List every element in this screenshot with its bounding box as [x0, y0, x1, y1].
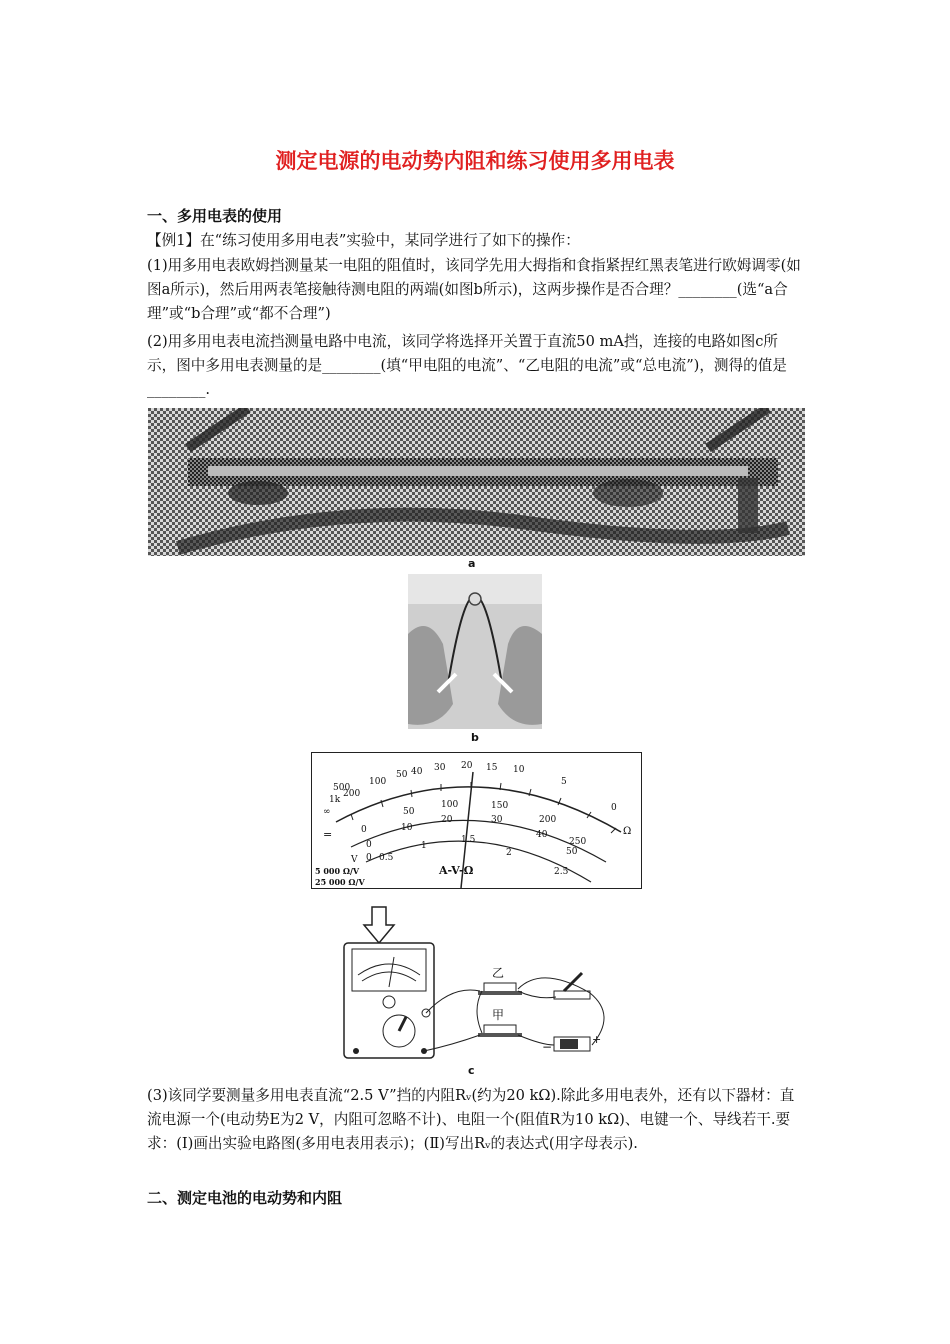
ohm-label: 1k — [329, 795, 341, 805]
figure-a-photo — [148, 408, 805, 556]
question-2: (2)用多用电表电流挡测量电路中电流，该同学将选择开关置于直流50 mA挡，连接的电路如图c所示，图中多用电表测量的是________(填“甲电阻的电流”、“乙电阻的电流”或“总电流”)，测得的值是________. — [147, 333, 787, 398]
v-label: 1.5 — [461, 835, 476, 845]
ohm-label: 50 — [396, 770, 408, 780]
ohm-label: ∞ — [323, 807, 331, 817]
question-3: (3)该同学要测量多用电表直流“2.5 V”挡的内阻Rᵥ(约为20 kΩ).除此多用电表外，还有以下器材：直流电源一个(电动势E为2 V，内阻可忽略不计)、电阻一个(阻值R为10 kΩ)、电键一个、导线若干.要求：(Ⅰ)画出实验电路图(多用电表用表示)；(Ⅱ)写出Rᵥ的表达式(用字母表示). — [147, 1087, 795, 1152]
figure-c-caption: c — [468, 1064, 475, 1077]
section-heading-1: 一、多用电表的使用 — [147, 207, 283, 225]
ohm-label: 100 — [369, 777, 387, 787]
dc-sign: V — [351, 855, 358, 865]
v-label: 0 — [366, 853, 372, 863]
v-label: 0.5 — [379, 853, 394, 863]
mid-label: 30 — [491, 815, 503, 825]
ohm-label: 15 — [486, 763, 498, 773]
ohm-label: 500 — [333, 783, 351, 793]
mid-label: 20 — [441, 815, 453, 825]
figure-c-circuit — [342, 905, 624, 1060]
figure-a-caption: a — [468, 557, 476, 570]
eq-sign: = — [323, 828, 333, 841]
dc-label: 0 — [361, 825, 367, 835]
dc-label: 200 — [539, 815, 557, 825]
unit-label: A-V-Ω — [439, 864, 474, 877]
note-25000: 25 000 Ω/V — [315, 877, 365, 887]
mid-label: 0 — [366, 840, 372, 850]
dc-label: 50 — [403, 807, 415, 817]
ohm-label: 20 — [461, 761, 473, 771]
question-1: (1)用多用电表欧姆挡测量某一电阻的阻值时，该同学先用大拇指和食指紧捏红黑表笔进行欧姆调零(如图a所示)，然后用两表笔接触待测电阻的两端(如图b所示)，这两步操作是否合理？________(选“a合理”或“b合理”或“都不合理”) — [147, 257, 801, 322]
ohm-label: 5 — [561, 777, 567, 787]
battery-plus: + — [592, 1033, 602, 1046]
dc-label: 150 — [491, 801, 509, 811]
figure-b-caption: b — [471, 731, 479, 744]
omega-sign: Ω — [623, 826, 632, 837]
dc-label: 250 — [569, 837, 587, 847]
resistor-yi-label: 乙 — [492, 966, 505, 980]
v-label: 1 — [421, 841, 427, 851]
example-intro: 【例1】在“练习使用多用电表”实验中，某同学进行了如下的操作： — [147, 232, 580, 249]
battery-minus: − — [542, 1040, 553, 1054]
mid-label: 50 — [566, 847, 578, 857]
section-heading-2: 二、测定电池的电动势和内阻 — [147, 1189, 343, 1207]
mid-label: 40 — [536, 830, 548, 840]
page-title: 测定电源的电动势内阻和练习使用多用电表 — [275, 149, 675, 173]
note-5000: 5 000 Ω/V — [315, 866, 360, 876]
v-label: 2.5 — [554, 867, 569, 877]
mid-label: 10 — [401, 823, 413, 833]
resistor-jia-label: 甲 — [492, 1008, 505, 1022]
dc-label: 100 — [441, 800, 459, 810]
v-label: 2 — [506, 848, 512, 858]
ohm-label: 0 — [611, 803, 617, 813]
meter-scale-figure — [311, 752, 642, 889]
ohm-label: 40 — [411, 767, 423, 777]
arrow-down-icon — [364, 907, 394, 943]
figure-b-photo — [408, 574, 542, 729]
ohm-label: 10 — [513, 765, 525, 775]
ohm-label: 30 — [434, 763, 446, 773]
ohm-label: 200 — [343, 789, 361, 799]
